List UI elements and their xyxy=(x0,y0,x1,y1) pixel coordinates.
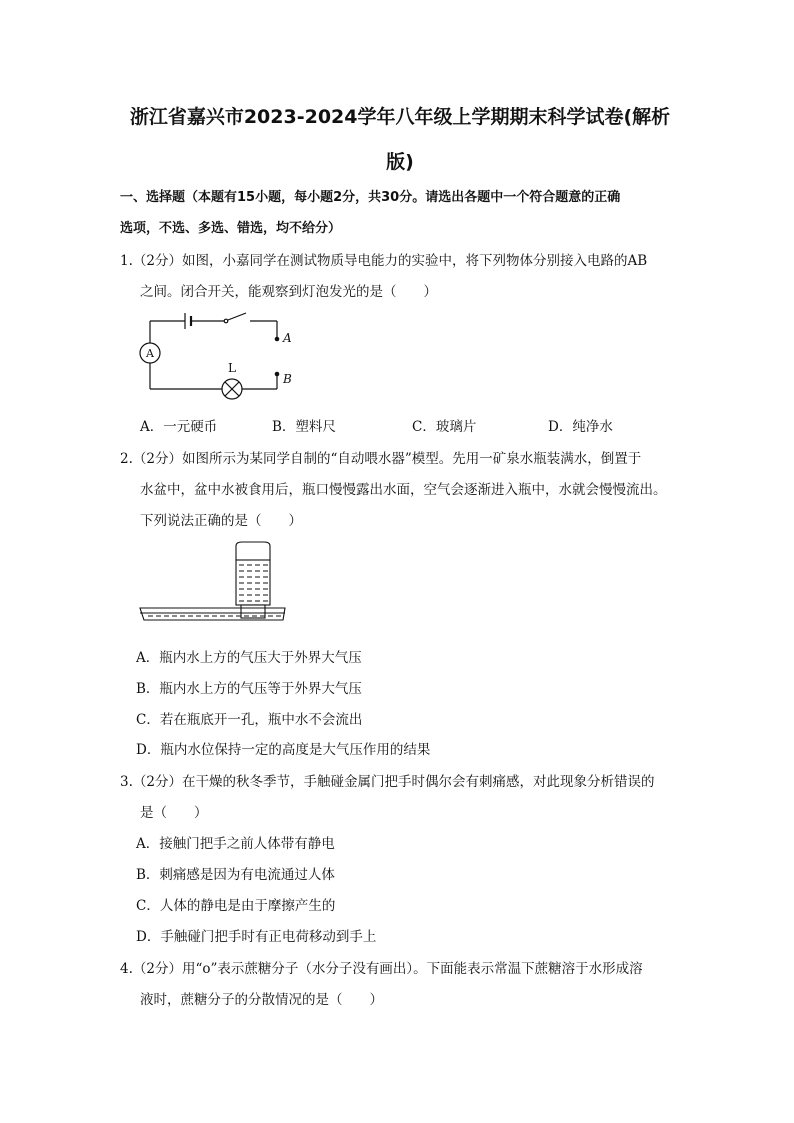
lamp-icon xyxy=(222,361,242,399)
question-2-option-b[interactable]: B．瓶内水上方的气压等于外界大气压 xyxy=(136,681,362,697)
question-4-stem-line-1: 4.（2分）用“o”表示蔗糖分子（水分子没有画出）。下面能表示常温下蔗糖溶于水形成溶 xyxy=(120,961,643,977)
question-1-option-d[interactable]: D．纯净水 xyxy=(548,419,613,435)
ammeter-icon xyxy=(140,343,160,363)
question-2-option-d[interactable]: D．瓶内水位保持一定的高度是大气压作用的结果 xyxy=(136,742,431,758)
water-feeder-diagram xyxy=(138,540,288,625)
question-1-option-b[interactable]: B．塑料尺 xyxy=(272,419,336,435)
question-1-option-c[interactable]: C．玻璃片 xyxy=(412,419,477,435)
question-3-option-d[interactable]: D．手触碰门把手时有正电荷移动到手上 xyxy=(136,929,377,945)
question-3-option-a[interactable]: A．接触门把手之前人体带有静电 xyxy=(136,836,335,852)
question-1-option-a[interactable]: A．一元硬币 xyxy=(140,419,218,435)
terminal-a-label: A xyxy=(283,331,292,345)
question-1-stem-line-2: 之间。闭合开关，能观察到灯泡发光的是（ ） xyxy=(140,284,437,300)
question-2-option-c[interactable]: C．若在瓶底开一孔，瓶中水不会流出 xyxy=(136,712,363,728)
terminal-b-label: B xyxy=(283,372,292,386)
question-2-stem-line-3: 下列说法正确的是（ ） xyxy=(140,513,302,529)
page-title-line-1: 浙江省嘉兴市2023-2024学年八年级上学期期末科学试卷(解析 xyxy=(129,106,671,128)
question-3-option-b[interactable]: B．刺痛感是因为有电流通过人体 xyxy=(136,867,335,883)
page-title-line-2: 版) xyxy=(386,151,414,173)
question-3-stem-line-2: 是（ ） xyxy=(140,805,208,821)
question-2-option-a[interactable]: A．瓶内水上方的气压大于外界大气压 xyxy=(136,650,362,666)
question-3-stem-line-1: 3.（2分）在干燥的秋冬季节，手触碰金属门把手时偶尔会有刺痛感，对此现象分析错误的 xyxy=(120,774,655,790)
section-heading-line-1: 一、选择题（本题有15小题，每小题2分，共30分。请选出各题中一个符合题意的正确 xyxy=(120,190,621,205)
question-3-option-c[interactable]: C．人体的静电是由于摩擦产生的 xyxy=(136,898,336,914)
question-1-stem-line-1: 1.（2分）如图，小嘉同学在测试物质导电能力的实验中，将下列物体分别接入电路的AB xyxy=(120,253,648,269)
terminal-b xyxy=(275,372,280,377)
circuit-diagram xyxy=(130,305,310,400)
question-4-stem-line-2: 液时，蔗糖分子的分散情况的是（ ） xyxy=(140,992,383,1008)
question-2-stem-line-1: 2.（2分）如图所示为某同学自制的“自动喂水器”模型。先用一矿泉水瓶装满水，倒置于 xyxy=(120,451,642,467)
terminal-a xyxy=(275,337,280,342)
question-2-stem-line-2: 水盆中，盆中水被食用后，瓶口慢慢露出水面，空气会逐渐进入瓶中，水就会慢慢流出。 xyxy=(140,482,667,498)
lamp-label: L xyxy=(228,361,236,375)
section-heading-line-2: 选项，不选、多选、错选，均不给分） xyxy=(120,221,342,236)
ammeter-label: A xyxy=(146,347,154,360)
